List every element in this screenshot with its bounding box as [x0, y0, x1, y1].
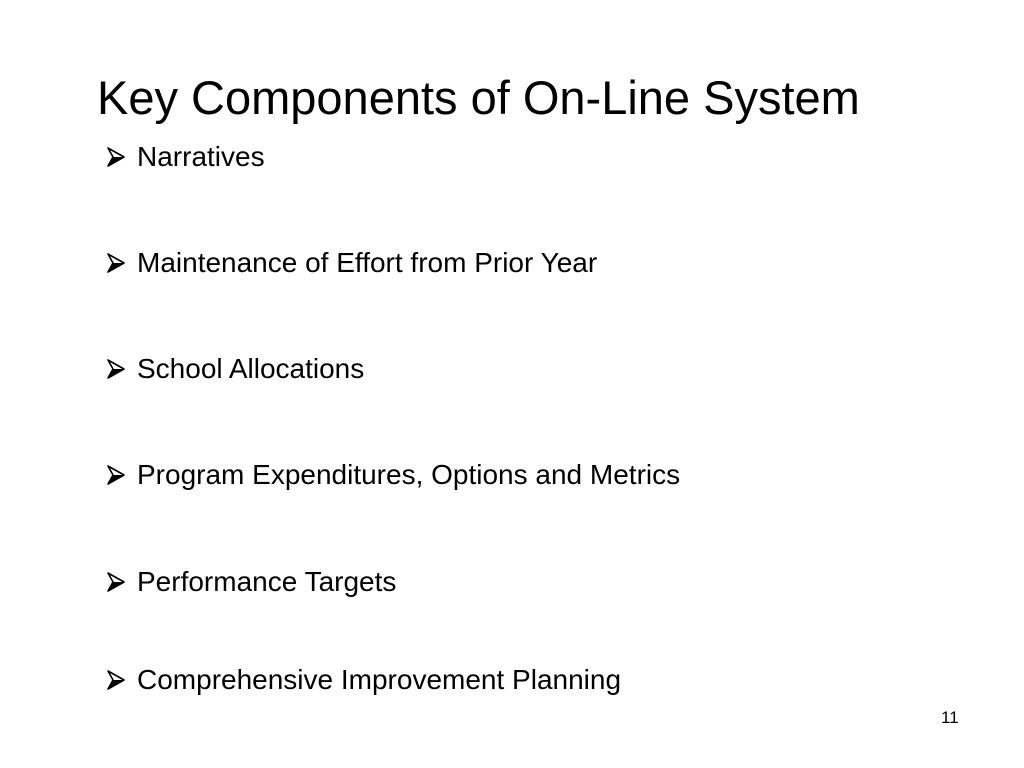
bullet-text: Performance Targets: [137, 566, 397, 597]
bullet-text: Maintenance of Effort from Prior Year: [137, 247, 598, 278]
bullet-item: [106, 352, 364, 386]
bullet-item: [106, 246, 597, 280]
arrowhead-bullet-icon: [106, 463, 126, 487]
bullet-item: [106, 458, 680, 492]
bullet-item: [106, 565, 396, 599]
bullet-item: [106, 663, 621, 697]
arrowhead-bullet-icon: [106, 570, 126, 594]
arrowhead-bullet-icon: [106, 668, 126, 692]
bullet-text: School Allocations: [137, 353, 365, 384]
bullet-item: [106, 140, 265, 174]
page-number: 11: [941, 708, 959, 727]
arrowhead-bullet-icon: [106, 357, 126, 381]
arrowhead-bullet-icon: [106, 145, 126, 169]
bullet-text: Comprehensive Improvement Planning: [137, 664, 622, 695]
bullet-text: Program Expenditures, Options and Metrics: [137, 459, 681, 490]
slide-title: Key Components of On-Line System: [97, 71, 860, 124]
arrowhead-bullet-icon: [106, 251, 126, 275]
bullet-text: Narratives: [137, 141, 265, 172]
